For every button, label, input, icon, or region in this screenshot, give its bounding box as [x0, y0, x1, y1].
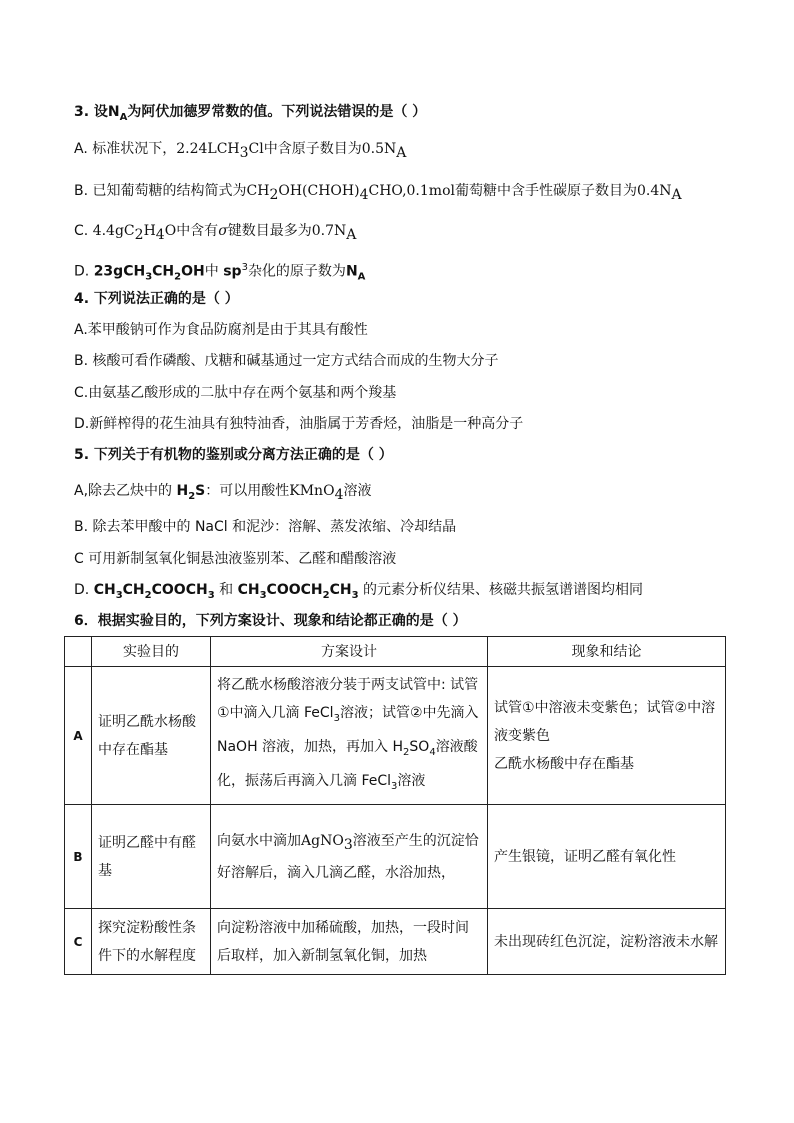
header-result: 现象和结论	[488, 637, 726, 667]
q4-option-a: A.苯甲酸钠可作为食品防腐剂是由于其具有酸性	[74, 322, 368, 338]
header-design: 方案设计	[211, 637, 488, 667]
header-empty	[65, 637, 92, 667]
row-purpose: 探究淀粉酸性条件下的水解程度	[92, 909, 211, 975]
q3-stem: 3. 设$N_A$为阿伏加德罗常数的值。下列说法错误的是（ ）	[74, 104, 427, 123]
q3-option-a: A. 标准状况下，$2.24LCH_3Cl$中含原子数目为$0.5N_A$	[74, 141, 407, 161]
table-row	[65, 667, 726, 805]
table-row	[65, 805, 726, 909]
row-design: 向淀粉溶液中加稀硫酸，加热，一段时间后取样，加入新制氢氧化铜，加热	[211, 909, 488, 975]
q4-stem: 4. 下列说法正确的是（ ）	[74, 291, 239, 307]
q5-option-b: B. 除去苯甲酸中的 NaCl 和泥沙：溶解、蒸发浓缩、冷却结晶	[74, 519, 457, 535]
row-design: 将乙酰水杨酸溶液分装于两支试管中: 试管①中滴入几滴 FeCl$_3$溶液；试管②中先滴入 NaOH 溶液，加热，再加入 $H_2SO_4$溶液酸化，振荡后再滴入几滴 FeCl$_3$溶液	[211, 667, 488, 805]
row-result: 未出现砖红色沉淀，淀粉溶液未水解	[488, 909, 726, 975]
row-design: 向氨水中滴加AgNO$_3$溶液至产生的沉淀恰好溶解后，滴入几滴乙醛，水浴加热，	[211, 805, 488, 909]
q3-option-d: D. $23gCH_3CH_2OH$中 $sp^3$杂化的原子数为$N_A$	[74, 262, 366, 283]
table-row	[65, 909, 726, 975]
table-header-row	[65, 637, 726, 667]
q6-stem: 6．根据实验目的，下列方案设计、现象和结论都正确的是（ ）	[74, 613, 467, 629]
q4-option-c: C.由氨基乙酸形成的二肽中存在两个氨基和两个羧基	[74, 385, 397, 401]
q3-option-c: C. $4.4gC_2H_4O$中含有σ键数目最多为$0.7N_A$	[74, 223, 357, 243]
header-purpose: 实验目的	[92, 637, 211, 667]
q5-option-d: D. $CH_3CH_2COOCH_3$ 和 $CH_3COOCH_2CH_3$ 的元素分析仪结果、核磁共振氢谱谱图均相同	[74, 582, 644, 601]
q5-option-a: A,除去乙炔中的 $H_2S$：可以用酸性KMnO$_4$溶液	[74, 483, 372, 503]
q5-option-c: C 可用新制氢氧化铜悬浊液鉴别苯、乙醛和醋酸溶液	[74, 551, 397, 567]
row-purpose: 证明乙酰水杨酸中存在酯基	[92, 667, 211, 805]
q4-option-d: D.新鲜榨得的花生油具有独特油香，油脂属于芳香烃，油脂是一种高分子	[74, 416, 524, 432]
row-label: C	[65, 909, 92, 975]
q3-option-b: B. 已知葡萄糖的结构简式为$CH_2OH(CHOH)_4CHO,0.1mol$葡萄糖中含手性碳原子数目为$0.4N_A$	[74, 183, 682, 203]
row-label: A	[65, 667, 92, 805]
row-label: B	[65, 805, 92, 909]
row-result: 试管①中溶液未变紫色；试管②中溶液变紫色 乙酰水杨酸中存在酯基	[488, 667, 726, 805]
q5-stem: 5. 下列关于有机物的鉴别或分离方法正确的是（ ）	[74, 447, 393, 463]
row-purpose: 证明乙醛中有醛基	[92, 805, 211, 909]
experiment-table	[64, 636, 726, 975]
row-result: 产生银镜，证明乙醛有氧化性	[488, 805, 726, 909]
q4-option-b: B. 核酸可看作磷酸、戊糖和碱基通过一定方式结合而成的生物大分子	[74, 353, 499, 369]
